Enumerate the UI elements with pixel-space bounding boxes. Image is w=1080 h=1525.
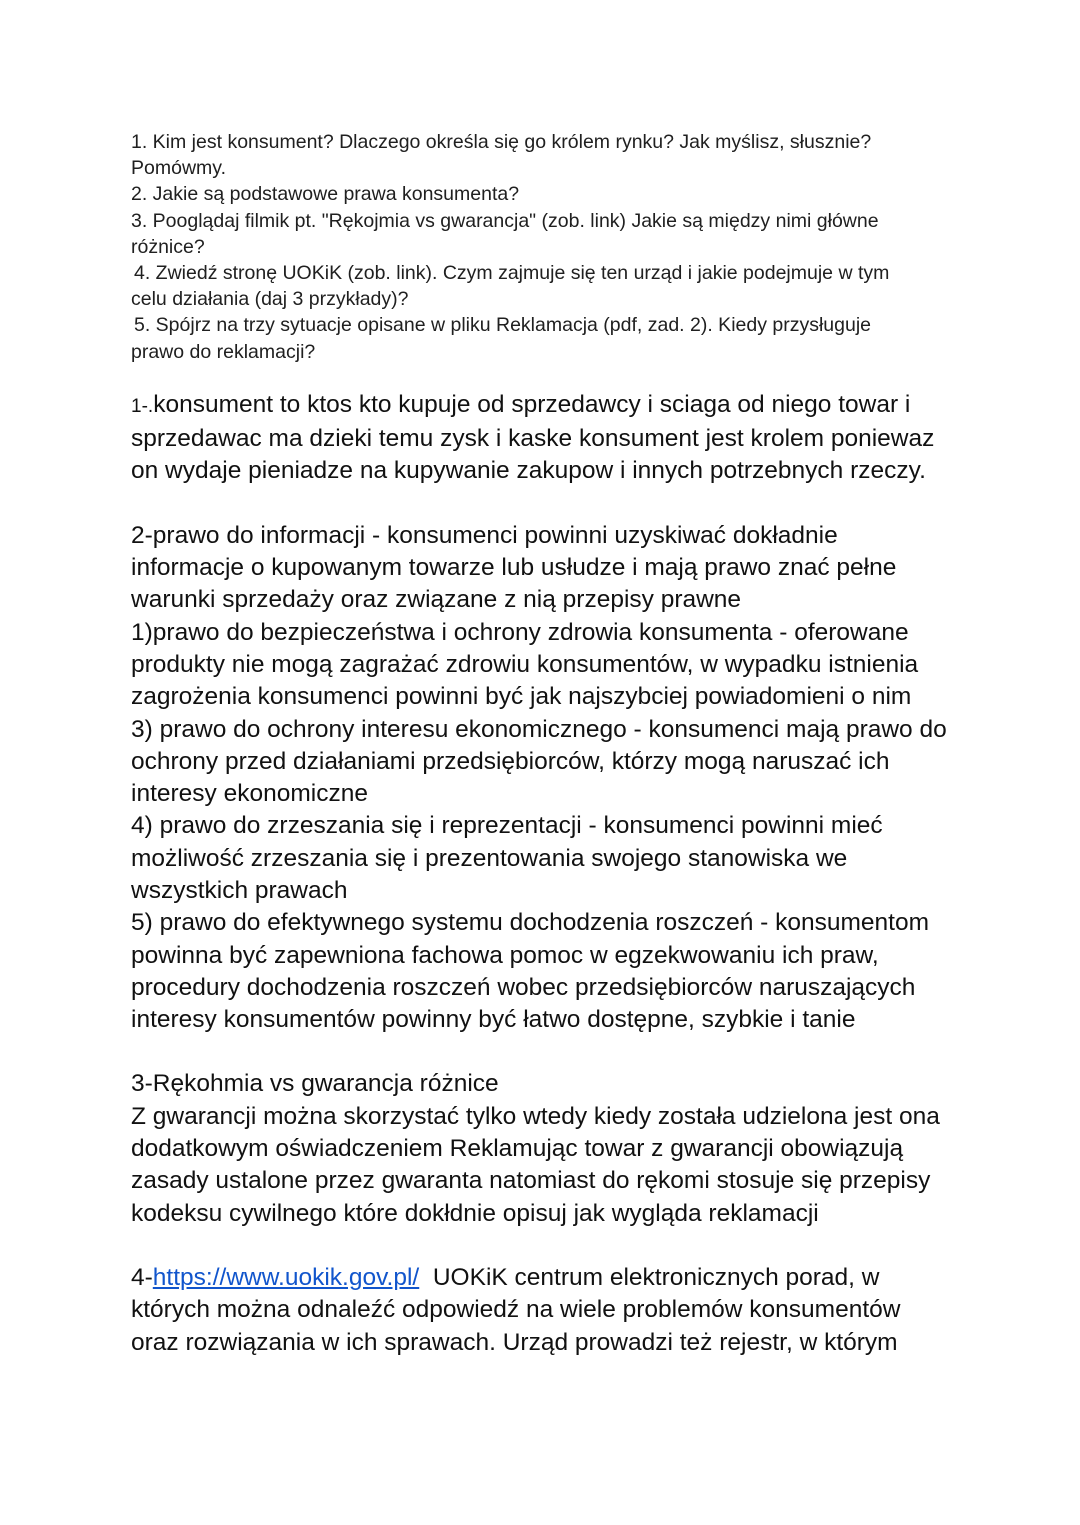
- answer-line: ochrony przed działaniami przedsiębiorców, którzy mogą naruszać ich: [131, 747, 890, 775]
- answer-line: kodeksu cywilnego które dokłdnie opisuj jak wygląda reklamacji: [131, 1199, 819, 1227]
- answer-4: [131, 1262, 961, 1359]
- question-line: 1. Kim jest konsument? Dlaczego określa się go królem rynku? Jak myślisz, słusznie?: [131, 131, 872, 153]
- question-line: różnice?: [131, 235, 205, 258]
- answer-1: [131, 389, 961, 488]
- question-line: 3. Pooglądaj filmik pt. "Rękojmia vs gwarancja" (zob. link) Jakie są między nimi główne: [131, 209, 879, 232]
- answer-line: których można odnaleźć odpowiedź na wiele problemów konsumentów: [131, 1296, 901, 1324]
- answer-line: 3) prawo do ochrony interesu ekonomicznego - konsumenci mają prawo do: [131, 715, 947, 743]
- answer-line: produkty nie mogą zagrażać zdrowiu konsumentów, w wypadku istnienia: [131, 650, 919, 678]
- question-line: 2. Jakie są podstawowe prawa konsumenta?: [131, 183, 520, 206]
- answer-line: 4) prawo do zrzeszania się i reprezentacji - konsumenci powinni mieć: [131, 812, 883, 840]
- answer-line: informacje o kupowanym towarze lub usłudze i mają prawo znać pełne: [131, 554, 897, 582]
- answer-line: dodatkowym oświadczeniem Reklamując towar z gwarancji obowiązują: [131, 1135, 904, 1163]
- answer-line: 5) prawo do efektywnego systemu dochodzenia roszczeń - konsumentom: [131, 909, 930, 937]
- answer-line: procedury dochodzenia roszczeń wobec przedsiębiorców naruszających: [131, 973, 916, 1001]
- answer-line: sprzedawac ma dzieki temu zysk i kaske konsument jest krolem poniewaz: [131, 425, 935, 453]
- answer-line: wszystkich prawach: [131, 876, 348, 904]
- answer-prefix: 4-: [131, 1263, 153, 1291]
- answer-2: [131, 520, 961, 1037]
- answer-line: Z gwarancji można skorzystać tylko wtedy kiedy została udzielona jest ona: [131, 1102, 940, 1130]
- document-page: [131, 129, 961, 1359]
- question-line: celu działania (daj 3 przykłady)?: [131, 288, 409, 311]
- answer-line: warunki sprzedaży oraz związane z nią przepisy prawne: [131, 586, 742, 614]
- questions-block: [131, 129, 961, 365]
- question-line: 5. Spójrz na trzy sytuacje opisane w pliku Reklamacja (pdf, zad. 2). Kiedy przysługuje: [134, 314, 872, 337]
- answer-line: oraz rozwiązania w ich sprawach. Urząd prowadzi też rejestr, w którym: [131, 1328, 898, 1356]
- answer-text: konsument to ktos kto kupuje od sprzedawcy i sciaga od niego towar i: [153, 390, 911, 418]
- answer-line: zasady ustalone przez gwaranta natomiast do rękomi stosuje się przepisy: [131, 1167, 931, 1195]
- answer-line: powinna być zapewniona fachowa pomoc w egzekwowaniu ich praw,: [131, 941, 879, 969]
- answer-line: on wydaje pieniadze na kupywanie zakupow i innych potrzebnych rzeczy.: [131, 457, 926, 485]
- answer-heading: 3-Rękohmia vs gwarancja różnice: [131, 1070, 499, 1098]
- answer-line: 2-prawo do informacji - konsumenci powinni uzyskiwać dokładnie: [131, 521, 838, 549]
- answer-line: zagrożenia konsumenci powinni być jak najszybciej powiadomieni o nim: [131, 683, 912, 711]
- answer-text: UOKiK centrum elektronicznych porad, w: [419, 1263, 880, 1291]
- answer-line: [131, 1262, 961, 1294]
- question-line: Pomówmy.: [131, 157, 226, 180]
- answer-line: [131, 389, 961, 423]
- answer-line: interesy ekonomiczne: [131, 780, 368, 808]
- answer-3: [131, 1068, 961, 1229]
- question-line: 4. Zwiedź stronę UOKiK (zob. link). Czym zajmuje się ten urząd i jakie podejmuje w tym: [134, 262, 890, 285]
- answer-line: interesy konsumentów powinny być łatwo dostępne, szybkie i tanie: [131, 1006, 856, 1034]
- answer-line: 1)prawo do bezpieczeństwa i ochrony zdrowia konsumenta - oferowane: [131, 618, 909, 646]
- answer-prefix: 1-.: [131, 395, 154, 417]
- uokik-link[interactable]: https://www.uokik.gov.pl/: [152, 1263, 420, 1291]
- question-line: prawo do reklamacji?: [131, 340, 316, 363]
- answer-line: możliwość zrzeszania się i prezentowania swojego stanowiska we: [131, 844, 848, 872]
